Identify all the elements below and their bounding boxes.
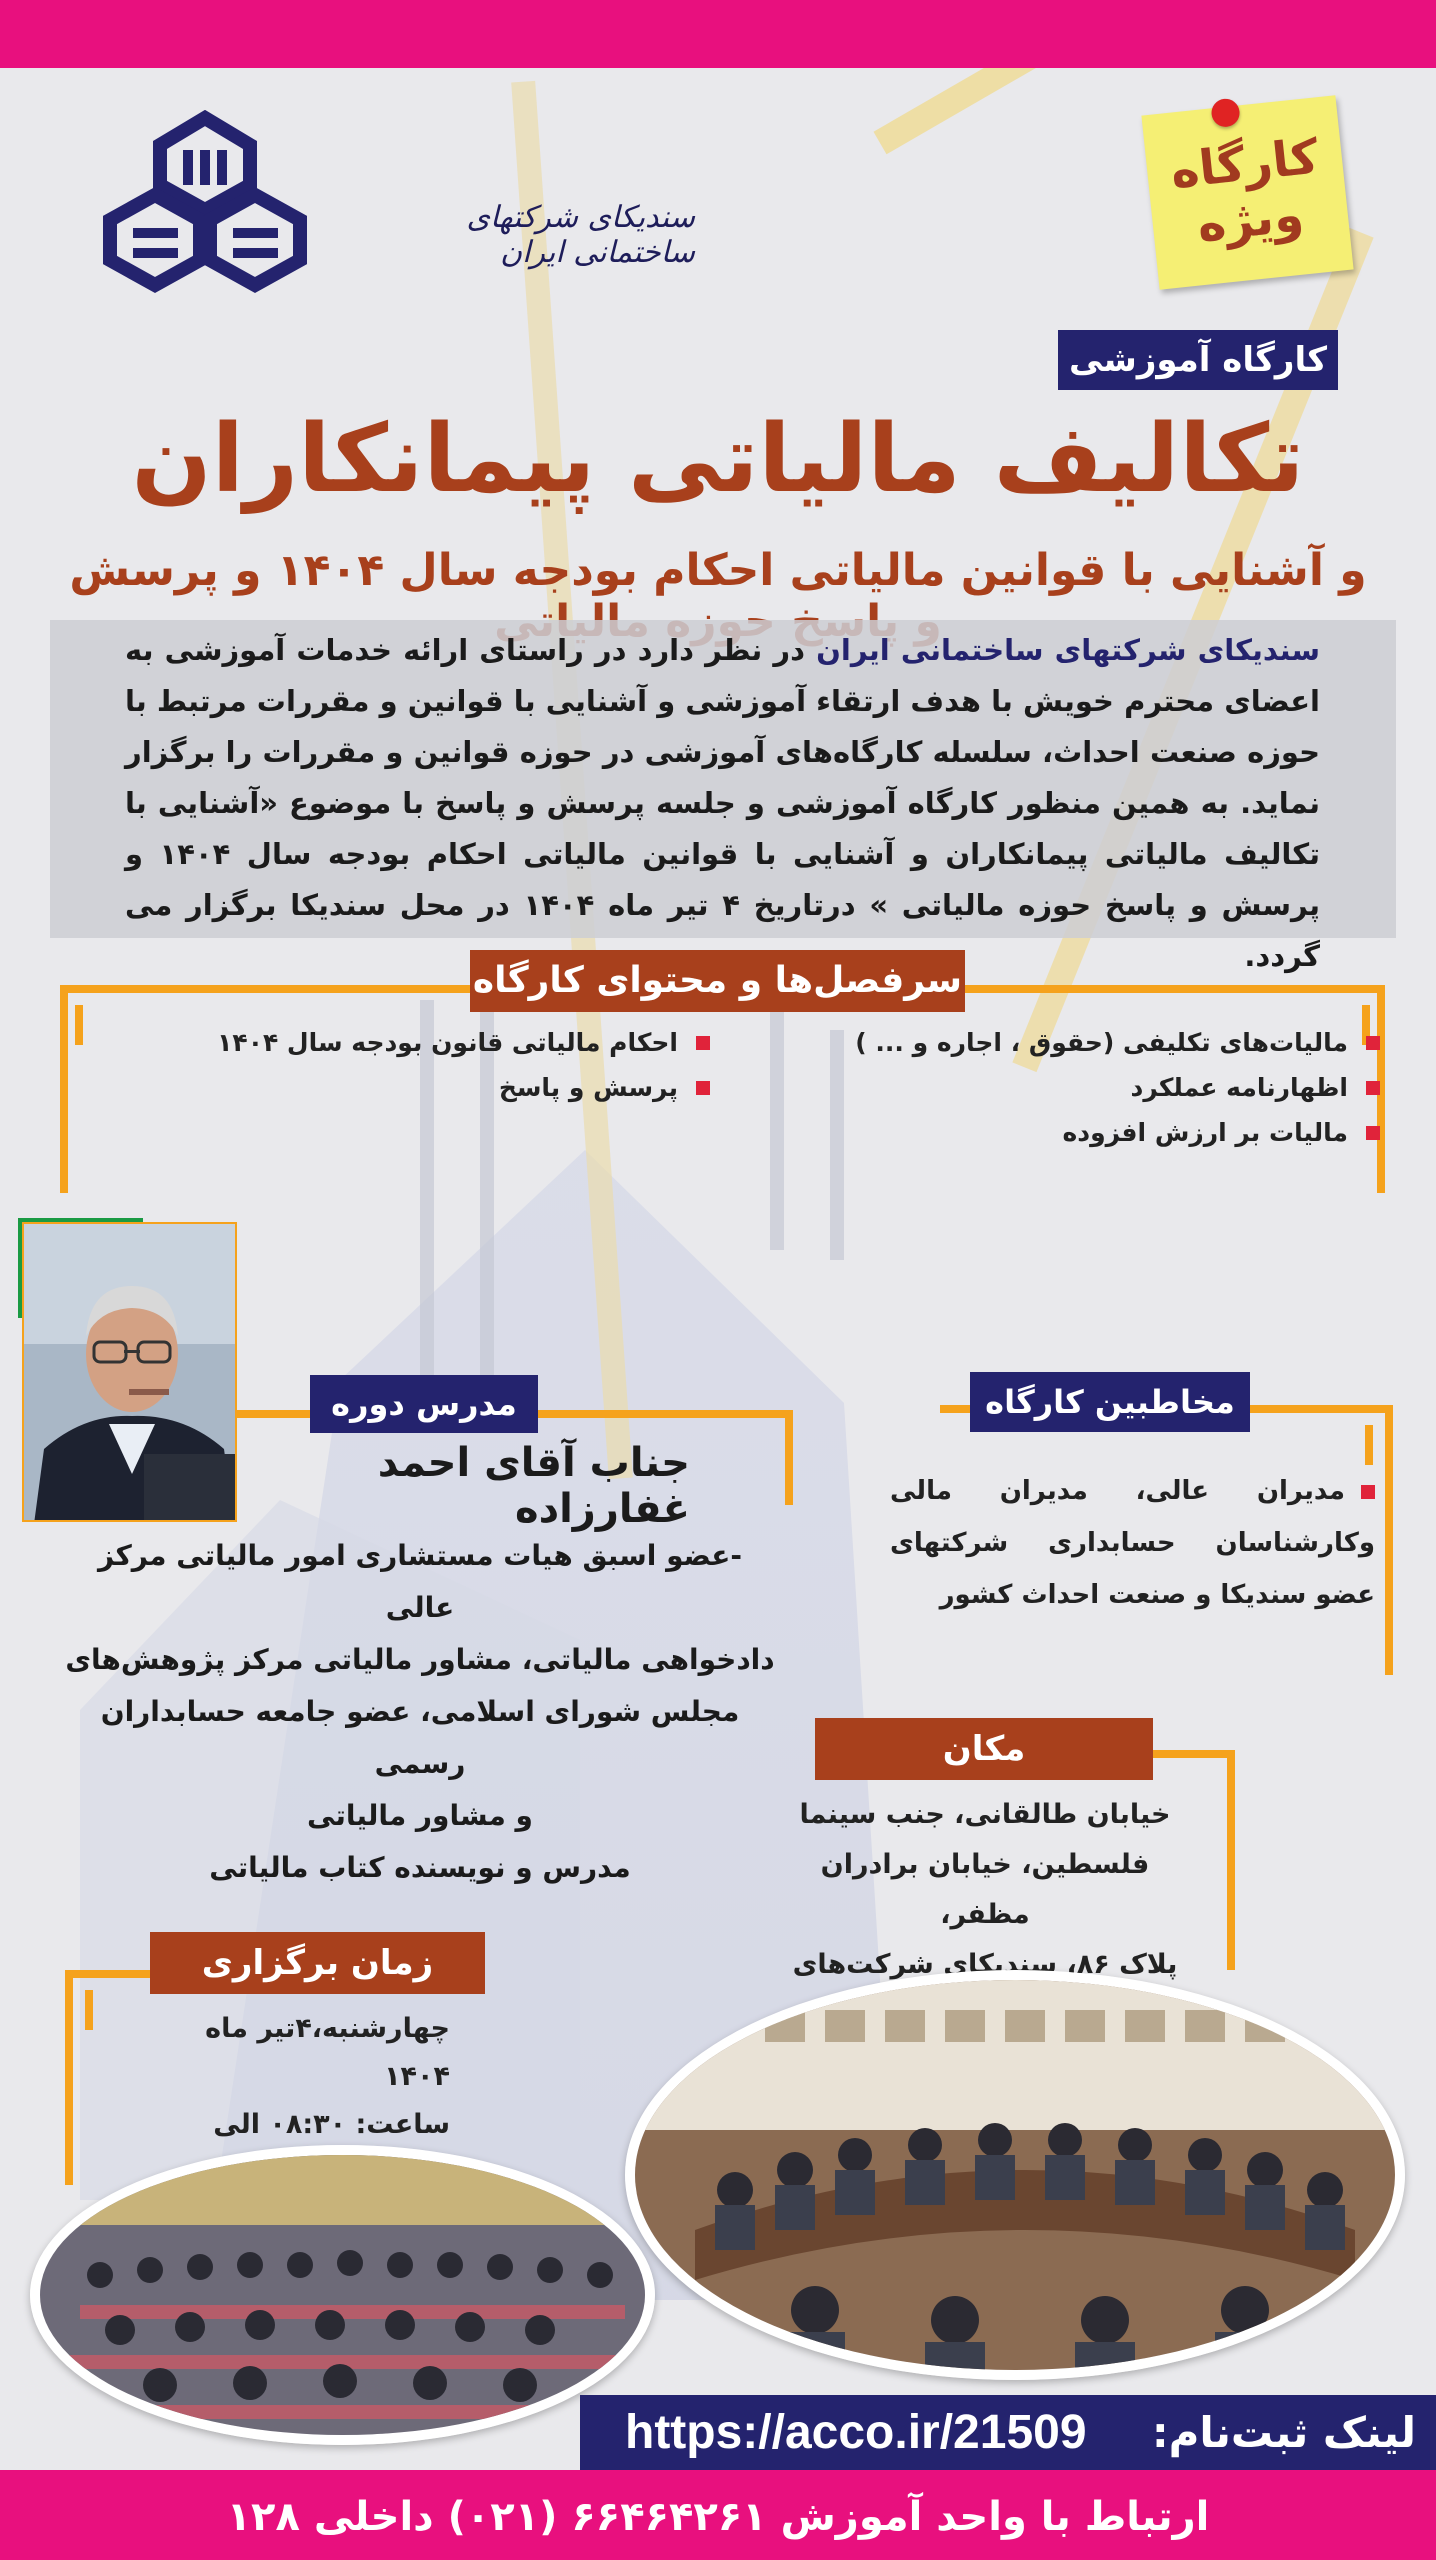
instructor-bio-line: مجلس شورای اسلامی، عضو جامعه حسابداران رسمی [100, 1695, 740, 1780]
list-item: مالیات بر ارزش افزوده [760, 1110, 1380, 1155]
list-item: مالیات‌های تکلیفی (حقوق ، اجاره و ... ) [760, 1020, 1380, 1065]
bullet-icon [1361, 1485, 1375, 1499]
instructor-frame-right [785, 1410, 793, 1505]
location-line: فلسطین، خیابان برادران مظفر، [820, 1849, 1150, 1930]
schedule-frame-top [65, 1970, 150, 1978]
page-subtitle: و آشنایی با قوانین مالیاتی احکام بودجه سال ۱۴۰۴ و پرسش [69, 545, 1367, 596]
intro-paragraph [125, 625, 1320, 982]
intro-highlight: سندیکای شرکتهای ساختمانی ایران [816, 633, 1320, 667]
registration-link[interactable]: https://acco.ir/21509 [625, 2406, 1087, 2459]
location-line: خیابان طالقانی، جنب سینما [799, 1799, 1171, 1830]
topics-list-right [760, 1020, 1380, 1155]
location-line: پلاک ۸۶، سندیکای شرکت‌های [792, 1949, 1178, 1980]
audience-frame-top [1250, 1405, 1390, 1413]
audience-heading: مخاطبین کارگاه [970, 1372, 1250, 1432]
pushpin-icon [1210, 97, 1241, 128]
workshop-photo-small [30, 2145, 655, 2445]
logo-text: سندیکای شرکتهای ساختمانی ایران [466, 200, 695, 270]
instructor-bio-line: دادخواهی مالیاتی، مشاور مالیاتی مرکز پژوهش‌های [65, 1643, 775, 1676]
topics-frame-top-left [60, 985, 470, 993]
location-frame-right [1227, 1750, 1235, 1970]
syndicate-logo [85, 110, 695, 300]
syndicate-logo-icon [85, 110, 325, 300]
instructor-bio [60, 1530, 780, 1894]
topics-list-left [180, 1020, 710, 1110]
location-heading: مکان [815, 1718, 1153, 1780]
special-workshop-sticky-note [1141, 95, 1353, 289]
audience-photo-image [40, 2155, 655, 2445]
topics-heading: سرفصل‌ها و محتوای کارگاه [470, 950, 965, 1012]
intro-body: در نظر دارد در راستای ارائه خدمات آموزشی به اعضای محترم خویش با هدف ارتقاء آموزشی و آشنایی با قوانین و مقررات مرتبط با حوزه صنعت احداث، سلسله کارگاه‌های آموزشی در حوزه قوانین و مقررات را برگزار نماید. به همین منظور کارگاه آموزشی و جلسه پرسش و پاسخ با موضوع «آشنایی با تکالیف مالیاتی پیمانکاران و آشنایی با قوانین مالیاتی احکام بودجه سال ۱۴۰۴ و پرسش و پاسخ حوزه مالیاتی » درتاریخ ۴ تیر ماه ۱۴۰۴ در محل سندیکا برگزار می گردد. [125, 633, 1320, 973]
sticky-note-line2: ویژه [1194, 185, 1306, 253]
schedule-time: ساعت: ۰۸:۳۰ الی [213, 2109, 450, 2140]
instructor-photo [22, 1222, 237, 1522]
audience-frame-inner [1365, 1425, 1373, 1465]
schedule-frame-left [65, 1970, 73, 2185]
instructor-portrait-image [24, 1224, 237, 1522]
sticky-note-line1: کارگاه [1168, 128, 1321, 201]
instructor-bio-line: -عضو اسبق هیات مستشاری امور مالیاتی مرکز عالی [98, 1539, 742, 1624]
instructor-bio-line: و مشاور مالیاتی [307, 1799, 533, 1832]
list-item: احکام مالیاتی قانون بودجه سال ۱۴۰۴ [180, 1020, 710, 1065]
workshop-photo-large [625, 1970, 1405, 2380]
meeting-room-photo-image [635, 1980, 1405, 2380]
topics-frame-inner-left [75, 1005, 83, 1045]
registration-label: لینک ثبت‌نام: [1151, 2408, 1416, 2457]
topics-frame-top-right [965, 985, 1385, 993]
audience-text [890, 1465, 1375, 1621]
schedule-frame-inner [85, 1990, 93, 2030]
top-accent-bar [0, 0, 1436, 68]
audience-text-value: مدیران عالی، مدیران مالی وکارشناسان حسابداری شرکتهای عضو سندیکا و صنعت احداث کشور [890, 1476, 1375, 1610]
instructor-name: جناب آقای احمد غفارزاده [377, 1440, 690, 1532]
instructor-heading: مدرس دوره [310, 1375, 538, 1433]
topics-frame-left [60, 985, 68, 1193]
schedule-date: چهارشنبه،۴تیر ماه ۱۴۰۴ [205, 2013, 450, 2092]
registration-bar [580, 2395, 1436, 2470]
schedule-heading: زمان برگزاری [150, 1932, 485, 1994]
list-item: اظهارنامه عملکرد [760, 1065, 1380, 1110]
list-item: پرسش و پاسخ [180, 1065, 710, 1110]
workshop-type-badge: کارگاه آموزشی [1058, 330, 1338, 390]
instructor-bio-line: مدرس و نویسنده کتاب مالیاتی [209, 1851, 631, 1884]
audience-frame-right [1385, 1405, 1393, 1675]
page-title: تکالیف مالیاتی پیمانکاران [131, 405, 1305, 514]
audience-frame-left [940, 1405, 970, 1413]
instructor-frame-top-right [538, 1410, 793, 1418]
contact-info: ارتباط با واحد آموزش ۶۶۴۶۴۲۶۱ (۰۲۱) داخلی ۱۲۸ [226, 2493, 1210, 2540]
